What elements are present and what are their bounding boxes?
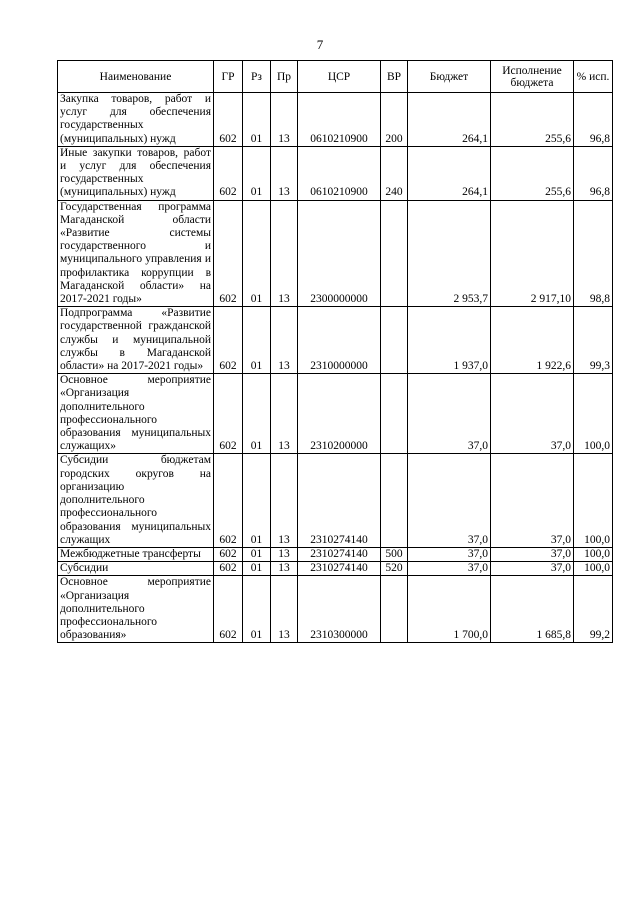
- cell-percent: 96,8: [574, 146, 613, 200]
- cell-name: Иные закупки товаров, работ и услуг для обеспечения государственных (муниципальных) нужд: [58, 146, 214, 200]
- cell-percent: 98,8: [574, 200, 613, 307]
- cell-name: Субсидии: [58, 562, 214, 576]
- cell-budget: 37,0: [408, 562, 491, 576]
- cell-csr: 2310274140: [298, 454, 381, 547]
- cell-vr: 200: [381, 93, 408, 147]
- table-row: [58, 93, 613, 147]
- cell-csr: 2310274140: [298, 547, 381, 561]
- cell-rz: 01: [243, 576, 271, 643]
- cell-rz: 01: [243, 200, 271, 307]
- cell-percent: 100,0: [574, 547, 613, 561]
- cell-rz: 01: [243, 547, 271, 561]
- cell-vr: 520: [381, 562, 408, 576]
- cell-name: Основное мероприятие «Организация дополнительного профессионального образования муниципальных служащих»: [58, 374, 214, 454]
- cell-vr: [381, 200, 408, 307]
- table-header-row: [58, 61, 613, 93]
- cell-rz: 01: [243, 93, 271, 147]
- header-execution: Исполнение бюджета: [491, 61, 574, 93]
- cell-vr: [381, 307, 408, 374]
- cell-pr: 13: [271, 200, 298, 307]
- cell-pr: 13: [271, 307, 298, 374]
- cell-vr: 240: [381, 146, 408, 200]
- cell-vr: 500: [381, 547, 408, 561]
- header-budget: Бюджет: [408, 61, 491, 93]
- cell-vr: [381, 576, 408, 643]
- cell-gr: 602: [214, 547, 243, 561]
- table-row: [58, 200, 613, 307]
- cell-pr: 13: [271, 146, 298, 200]
- cell-gr: 602: [214, 146, 243, 200]
- cell-pr: 13: [271, 454, 298, 547]
- cell-rz: 01: [243, 562, 271, 576]
- cell-name: Государственная программа Магаданской области «Развитие системы государственного и муниципального управления и профилактика коррупции в Магаданской области» на 2017-2021 годы»: [58, 200, 214, 307]
- cell-name: Субсидии бюджетам городских округов на организацию дополнительного профессионального образования муниципальных служащих: [58, 454, 214, 547]
- cell-budget: 264,1: [408, 93, 491, 147]
- cell-gr: 602: [214, 454, 243, 547]
- header-gr: ГР: [214, 61, 243, 93]
- cell-name: Межбюджетные трансферты: [58, 547, 214, 561]
- cell-pr: 13: [271, 576, 298, 643]
- cell-gr: 602: [214, 307, 243, 374]
- cell-percent: 99,3: [574, 307, 613, 374]
- cell-budget: 1 937,0: [408, 307, 491, 374]
- cell-csr: 2310200000: [298, 374, 381, 454]
- cell-budget: 2 953,7: [408, 200, 491, 307]
- cell-budget: 37,0: [408, 374, 491, 454]
- cell-execution: 1 922,6: [491, 307, 574, 374]
- cell-csr: 0610210900: [298, 146, 381, 200]
- table-row: [58, 307, 613, 374]
- cell-rz: 01: [243, 454, 271, 547]
- cell-csr: 0610210900: [298, 93, 381, 147]
- cell-execution: 37,0: [491, 547, 574, 561]
- cell-gr: 602: [214, 200, 243, 307]
- cell-percent: 100,0: [574, 454, 613, 547]
- cell-percent: 100,0: [574, 562, 613, 576]
- cell-pr: 13: [271, 547, 298, 561]
- cell-execution: 1 685,8: [491, 576, 574, 643]
- cell-budget: 1 700,0: [408, 576, 491, 643]
- cell-pr: 13: [271, 93, 298, 147]
- header-pr: Пр: [271, 61, 298, 93]
- cell-name: Закупка товаров, работ и услуг для обеспечения государственных (муниципальных) нужд: [58, 93, 214, 147]
- cell-vr: [381, 374, 408, 454]
- header-percent: % исп.: [574, 61, 613, 93]
- table-row: [58, 146, 613, 200]
- cell-percent: 99,2: [574, 576, 613, 643]
- cell-execution: 2 917,10: [491, 200, 574, 307]
- cell-rz: 01: [243, 146, 271, 200]
- cell-rz: 01: [243, 307, 271, 374]
- cell-vr: [381, 454, 408, 547]
- cell-csr: 2310274140: [298, 562, 381, 576]
- cell-csr: 2300000000: [298, 200, 381, 307]
- cell-budget: 37,0: [408, 454, 491, 547]
- cell-name: Основное мероприятие «Организация дополнительного профессионального образования»: [58, 576, 214, 643]
- cell-pr: 13: [271, 562, 298, 576]
- cell-percent: 100,0: [574, 374, 613, 454]
- table-row: [58, 576, 613, 643]
- cell-csr: 2310000000: [298, 307, 381, 374]
- table-row: [58, 547, 613, 561]
- cell-gr: 602: [214, 562, 243, 576]
- table-row: [58, 562, 613, 576]
- cell-execution: 255,6: [491, 93, 574, 147]
- header-vr: ВР: [381, 61, 408, 93]
- cell-gr: 602: [214, 374, 243, 454]
- table-row: [58, 374, 613, 454]
- cell-rz: 01: [243, 374, 271, 454]
- header-name: Наименование: [58, 61, 214, 93]
- cell-execution: 37,0: [491, 454, 574, 547]
- cell-budget: 37,0: [408, 547, 491, 561]
- cell-csr: 2310300000: [298, 576, 381, 643]
- cell-execution: 37,0: [491, 374, 574, 454]
- cell-gr: 602: [214, 93, 243, 147]
- header-rz: Рз: [243, 61, 271, 93]
- header-csr: ЦСР: [298, 61, 381, 93]
- cell-pr: 13: [271, 374, 298, 454]
- cell-execution: 255,6: [491, 146, 574, 200]
- cell-budget: 264,1: [408, 146, 491, 200]
- cell-execution: 37,0: [491, 562, 574, 576]
- cell-name: Подпрограмма «Развитие государственной гражданской службы и муниципальной службы в Магаданской области» на 2017-2021 годы»: [58, 307, 214, 374]
- cell-gr: 602: [214, 576, 243, 643]
- page-number: 7: [316, 37, 324, 52]
- cell-percent: 96,8: [574, 93, 613, 147]
- budget-table: [57, 60, 613, 643]
- table-row: [58, 454, 613, 547]
